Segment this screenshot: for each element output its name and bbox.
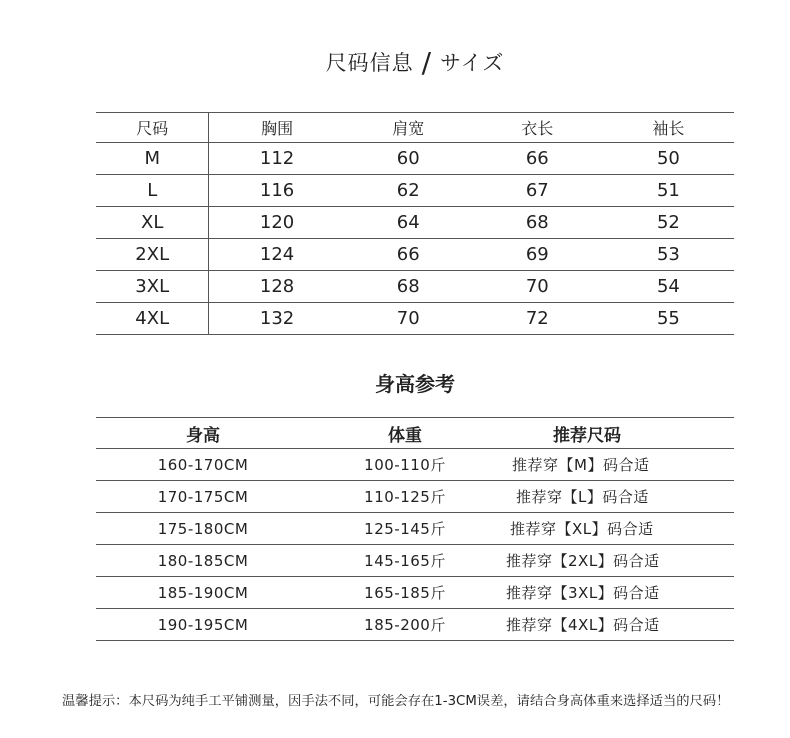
height-cell: 175-180CM [96,513,310,545]
chest-cell: 128 [209,271,345,303]
size-header-cell: 袖长 [603,113,734,143]
weight-cell: 110-125斤 [310,481,500,513]
length-cell: 67 [472,175,603,207]
height-cell: 170-175CM [96,481,310,513]
empty-cell [674,418,734,449]
table-row [96,271,734,303]
title-slash: / [421,46,433,79]
height-reference-title: 身高参考 [375,372,455,396]
height-cell: 180-185CM [96,545,310,577]
table-row [96,481,734,513]
recommend-cell: 推荐穿【L】码合适 [500,481,734,513]
recommend-cell: 推荐穿【XL】码合适 [500,513,734,545]
size-info-title-cn: 尺码信息 [325,51,414,75]
chest-cell: 124 [209,239,345,271]
table-row [96,207,734,239]
sleeve-cell: 54 [603,271,734,303]
shoulder-cell: 64 [345,207,472,239]
size-table-header-row [96,113,734,143]
height-header-cell: 身高 [96,418,310,449]
length-cell: 66 [472,143,603,175]
shoulder-cell: 62 [345,175,472,207]
chest-cell: 120 [209,207,345,239]
size-cell: 4XL [96,303,209,335]
height-cell: 185-190CM [96,577,310,609]
weight-cell: 185-200斤 [310,609,500,641]
size-header-cell: 尺码 [96,113,209,143]
table-row [96,449,734,481]
shoulder-cell: 66 [345,239,472,271]
length-cell: 70 [472,271,603,303]
recommend-cell: 推荐穿【2XL】码合适 [500,545,734,577]
length-cell: 72 [472,303,603,335]
height-cell: 190-195CM [96,609,310,641]
size-header-cell: 胸围 [209,113,345,143]
weight-cell: 165-185斤 [310,577,500,609]
height-table [96,417,734,641]
size-cell: L [96,175,209,207]
size-table [96,112,734,335]
size-header-cell: 衣长 [472,113,603,143]
weight-cell: 125-145斤 [310,513,500,545]
table-row [96,513,734,545]
measurement-tip: 温馨提示：本尺码为纯手工平铺测量，因手法不同，可能会存在1-3CM误差，请结合身高体重来选择适当的尺码！ [62,694,730,709]
chest-cell: 132 [209,303,345,335]
size-info-title-jp: サイズ [440,51,505,75]
sleeve-cell: 55 [603,303,734,335]
chest-cell: 112 [209,143,345,175]
table-row [96,577,734,609]
table-row [96,175,734,207]
size-cell: 3XL [96,271,209,303]
shoulder-cell: 68 [345,271,472,303]
chest-cell: 116 [209,175,345,207]
weight-header-cell: 体重 [310,418,500,449]
weight-cell: 145-165斤 [310,545,500,577]
table-row [96,609,734,641]
size-cell: M [96,143,209,175]
table-row [96,303,734,335]
shoulder-cell: 60 [345,143,472,175]
table-row [96,545,734,577]
sleeve-cell: 52 [603,207,734,239]
table-row [96,143,734,175]
sleeve-cell: 53 [603,239,734,271]
size-cell: XL [96,207,209,239]
length-cell: 69 [472,239,603,271]
length-cell: 68 [472,207,603,239]
shoulder-cell: 70 [345,303,472,335]
table-row [96,239,734,271]
recommend-header-cell: 推荐尺码 [500,418,674,449]
recommend-cell: 推荐穿【3XL】码合适 [500,577,734,609]
sleeve-cell: 51 [603,175,734,207]
height-table-header-row [96,418,734,449]
weight-cell: 100-110斤 [310,449,500,481]
height-cell: 160-170CM [96,449,310,481]
recommend-cell: 推荐穿【4XL】码合适 [500,609,734,641]
size-info-title [0,44,790,77]
recommend-cell: 推荐穿【M】码合适 [500,449,734,481]
size-cell: 2XL [96,239,209,271]
size-header-cell: 肩宽 [345,113,472,143]
sleeve-cell: 50 [603,143,734,175]
